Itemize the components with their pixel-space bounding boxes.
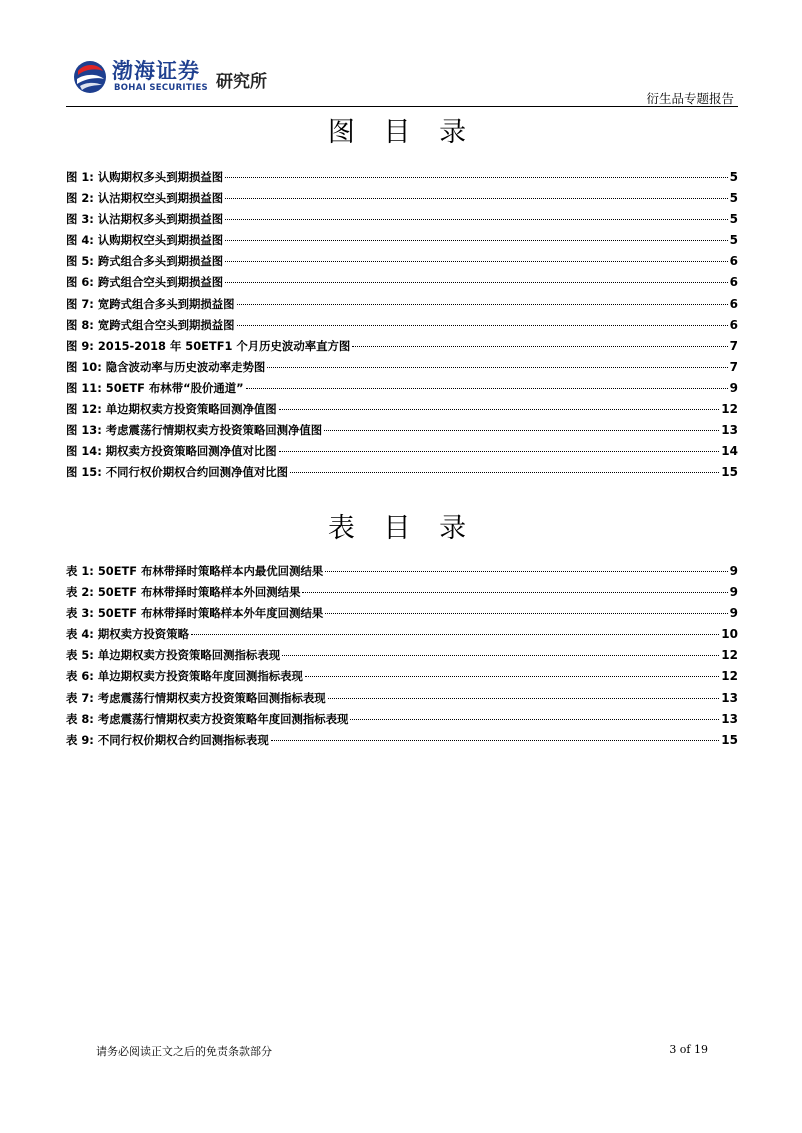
figure-toc-entry[interactable] — [66, 401, 738, 422]
toc-entry-page: 13 — [721, 711, 738, 726]
toc-entry-title: 考虑震荡行情期权卖方投资策略回测净值图 — [105, 423, 323, 438]
toc-entry-title: 考虑震荡行情期权卖方投资策略回测指标表现 — [97, 690, 326, 705]
toc-entry-page: 6 — [729, 254, 738, 269]
toc-entry-title: 考虑震荡行情期权卖方投资策略年度回测指标表现 — [97, 711, 349, 726]
toc-dot-leader — [225, 219, 727, 220]
toc-entry-page: 12 — [721, 669, 738, 684]
toc-entry-label: 图 12: — [66, 402, 102, 417]
toc-entry-page: 6 — [729, 317, 738, 332]
toc-dot-leader — [279, 409, 720, 410]
figure-toc-entry[interactable] — [66, 317, 738, 338]
table-toc-entry[interactable] — [66, 584, 738, 605]
toc-dot-leader — [271, 740, 720, 741]
toc-entry-title: 跨式组合多头到期损益图 — [97, 254, 224, 269]
toc-entry-title: 宽跨式组合多头到期损益图 — [97, 296, 235, 311]
page-header — [66, 55, 738, 107]
toc-entry-label: 图 13: — [66, 423, 102, 438]
toc-entry-title: 不同行权价期权合约回测指标表现 — [97, 732, 269, 747]
tables-toc-title: 表 目 录 — [327, 513, 477, 544]
toc-entry-title: 认购期权多头到期损益图 — [97, 170, 224, 184]
toc-entry-label: 表 4: — [66, 627, 94, 642]
toc-entry-page: 5 — [729, 170, 738, 184]
toc-dot-leader — [225, 261, 727, 262]
toc-entry-page: 12 — [721, 648, 738, 663]
toc-entry-page: 14 — [721, 444, 738, 459]
figure-toc-entry[interactable] — [66, 338, 738, 359]
toc-dot-leader — [282, 655, 719, 656]
toc-dot-leader — [325, 613, 727, 614]
page-number: 3 of 19 — [669, 1043, 708, 1056]
figure-toc-entry[interactable] — [66, 190, 738, 211]
toc-entry-page: 9 — [729, 585, 738, 600]
figure-toc-entry[interactable] — [66, 296, 738, 317]
toc-entry-title: 不同行权价期权合约回测净值对比图 — [105, 465, 289, 480]
toc-entry-label: 图 14: — [66, 444, 102, 459]
table-toc-entry[interactable] — [66, 668, 738, 689]
figure-toc-entry[interactable] — [66, 443, 738, 464]
toc-entry-title: 宽跨式组合空头到期损益图 — [97, 317, 235, 332]
toc-entry-page: 5 — [729, 191, 738, 206]
toc-entry-page: 10 — [721, 627, 738, 642]
header-divider — [66, 106, 738, 107]
toc-dot-leader — [324, 430, 719, 431]
toc-entry-title: 50ETF 布林带择时策略样本内最优回测结果 — [97, 564, 324, 578]
figure-toc-entry[interactable] — [66, 274, 738, 295]
toc-entry-label: 图 10: — [66, 359, 102, 374]
toc-entry-label: 表 2: — [66, 585, 94, 600]
institute-name: 研究所 — [216, 72, 267, 92]
toc-entry-label: 图 2: — [66, 191, 94, 206]
toc-entry-label: 表 1: — [66, 564, 94, 578]
toc-entry-page: 12 — [721, 402, 738, 417]
toc-entry-page: 9 — [729, 606, 738, 621]
logo-chinese-name: 渤海证券 — [112, 59, 200, 83]
figure-toc-entry[interactable] — [66, 253, 738, 274]
toc-entry-label: 表 8: — [66, 711, 94, 726]
toc-entry-label: 图 5: — [66, 254, 94, 269]
toc-entry-label: 表 5: — [66, 648, 94, 663]
toc-dot-leader — [279, 451, 720, 452]
toc-entry-page: 6 — [729, 275, 738, 290]
toc-entry-title: 跨式组合空头到期损益图 — [97, 275, 224, 290]
disclaimer-note: 请务必阅读正文之后的免责条款部分 — [96, 1045, 272, 1058]
toc-dot-leader — [267, 367, 727, 368]
toc-entry-title: 单边期权卖方投资策略年度回测指标表现 — [97, 669, 303, 684]
toc-entry-title: 认沽期权空头到期损益图 — [97, 191, 224, 206]
toc-entry-title: 隐含波动率与历史波动率走势图 — [105, 359, 266, 374]
figure-toc-entry[interactable] — [66, 422, 738, 443]
toc-entry-title: 期权卖方投资策略回测净值对比图 — [105, 444, 277, 459]
toc-dot-leader — [237, 325, 728, 326]
toc-entry-page: 15 — [721, 732, 738, 747]
bohai-logo-icon — [72, 57, 108, 95]
toc-entry-label: 图 8: — [66, 317, 94, 332]
toc-entry-page: 6 — [729, 296, 738, 311]
toc-entry-page: 15 — [721, 465, 738, 480]
toc-entry-label: 图 6: — [66, 275, 94, 290]
toc-entry-page: 7 — [729, 359, 738, 374]
toc-entry-title: 单边期权卖方投资策略回测净值图 — [105, 402, 277, 417]
figure-toc-entry[interactable] — [66, 464, 738, 485]
figure-toc-entry[interactable] — [66, 211, 738, 232]
table-toc-entry[interactable] — [66, 711, 738, 732]
toc-entry-title: 认购期权空头到期损益图 — [97, 233, 224, 248]
toc-entry-label: 图 9: — [66, 338, 94, 353]
toc-dot-leader — [225, 177, 727, 178]
toc-entry-title: 2015-2018 年 50ETF1 个月历史波动率直方图 — [97, 338, 351, 353]
toc-dot-leader — [305, 676, 719, 677]
page-footer — [96, 1043, 708, 1063]
figures-toc-title: 图 目 录 — [327, 117, 477, 148]
toc-entry-label: 图 11: — [66, 380, 102, 395]
toc-dot-leader — [225, 198, 727, 199]
table-toc-entry[interactable] — [66, 647, 738, 668]
table-toc-entry[interactable] — [66, 605, 738, 626]
toc-entry-label: 表 9: — [66, 732, 94, 747]
figure-toc-entry[interactable] — [66, 169, 738, 190]
logo-english-name: BOHAI SECURITIES — [114, 83, 208, 93]
toc-entry-title: 50ETF 布林带择时策略样本外回测结果 — [97, 585, 301, 600]
toc-dot-leader — [225, 240, 727, 241]
toc-entry-label: 表 6: — [66, 669, 94, 684]
toc-dot-leader — [325, 571, 727, 572]
toc-entry-page: 5 — [729, 233, 738, 248]
figure-toc-entry[interactable] — [66, 380, 738, 401]
toc-dot-leader — [290, 472, 719, 473]
toc-dot-leader — [302, 592, 727, 593]
toc-dot-leader — [191, 634, 719, 635]
toc-entry-title: 认沽期权多头到期损益图 — [97, 212, 224, 227]
toc-entry-label: 图 1: — [66, 170, 94, 184]
toc-entry-page: 9 — [729, 380, 738, 395]
table-toc-entry[interactable] — [66, 732, 738, 753]
toc-entry-title: 期权卖方投资策略 — [97, 627, 189, 642]
toc-dot-leader — [352, 346, 727, 347]
report-type: 衍生品专题报告 — [646, 91, 734, 106]
toc-dot-leader — [246, 388, 728, 389]
toc-entry-page: 13 — [721, 423, 738, 438]
toc-entry-page: 7 — [729, 338, 738, 353]
toc-entry-page: 5 — [729, 212, 738, 227]
toc-entry-title: 50ETF 布林带择时策略样本外年度回测结果 — [97, 606, 324, 621]
tables-toc — [66, 563, 738, 753]
toc-entry-page: 13 — [721, 690, 738, 705]
toc-entry-label: 表 7: — [66, 690, 94, 705]
toc-entry-page: 9 — [729, 564, 738, 578]
toc-entry-label: 表 3: — [66, 606, 94, 621]
table-toc-entry[interactable] — [66, 690, 738, 711]
toc-dot-leader — [328, 698, 720, 699]
toc-entry-title: 50ETF 布林带“股价通道” — [105, 380, 244, 395]
toc-entry-title: 单边期权卖方投资策略回测指标表现 — [97, 648, 281, 663]
toc-entry-label: 图 3: — [66, 212, 94, 227]
figures-toc — [66, 169, 738, 485]
table-toc-entry[interactable] — [66, 563, 738, 584]
toc-entry-label: 图 15: — [66, 465, 102, 480]
toc-entry-label: 图 4: — [66, 233, 94, 248]
table-toc-entry[interactable] — [66, 626, 738, 647]
toc-dot-leader — [350, 719, 719, 720]
figure-toc-entry[interactable] — [66, 359, 738, 380]
toc-dot-leader — [237, 304, 728, 305]
toc-dot-leader — [225, 282, 727, 283]
toc-entry-label: 图 7: — [66, 296, 94, 311]
figure-toc-entry[interactable] — [66, 232, 738, 253]
